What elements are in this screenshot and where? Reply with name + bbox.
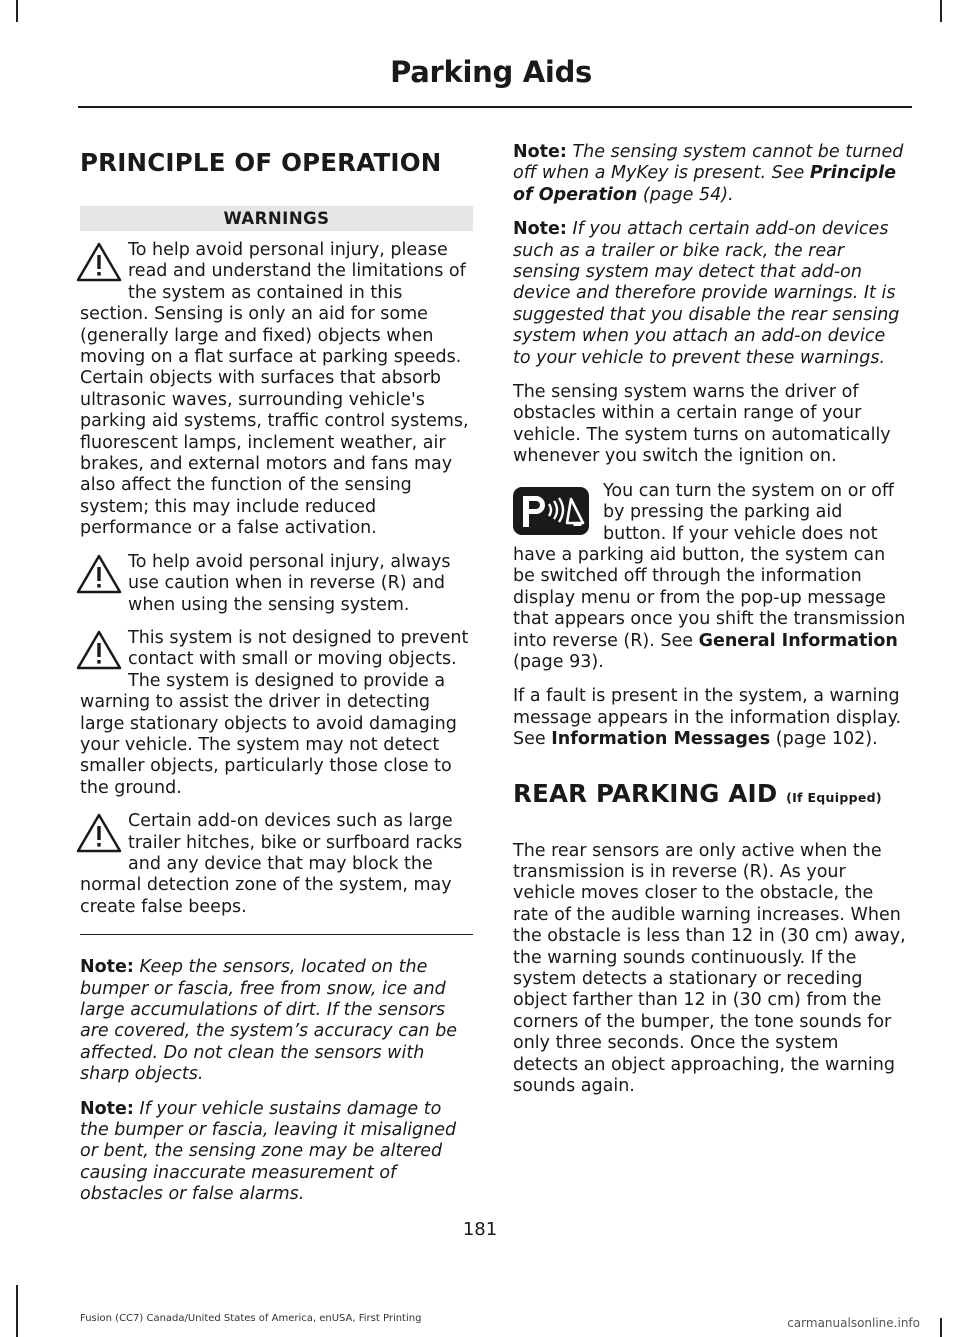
- page-header-title: Parking Aids: [390, 55, 592, 89]
- paragraph-parking-button: [513, 481, 906, 674]
- note-add-on-devices: [513, 219, 906, 369]
- note-label: Note:: [80, 1098, 134, 1119]
- warning-triangle-icon: [72, 552, 126, 596]
- note-damage: [80, 1099, 473, 1206]
- note-text: If your vehicle sustains damage to the bumper or fascia, leaving it misaligned or bent, the sensing zone may be altered causing inaccurate measurement of obstacles or false alarms.: [80, 1098, 457, 1205]
- parking-aid-button-icon: [513, 487, 589, 535]
- crop-mark: [16, 0, 18, 22]
- left-column: [80, 142, 473, 1219]
- crop-mark: [16, 1285, 18, 1337]
- cross-reference-link[interactable]: Principle of Operation: [513, 163, 896, 205]
- section-heading-rear-parking-aid: [513, 779, 906, 813]
- heading-qualifier: (If Equipped): [786, 789, 882, 805]
- page-reference: (page 93).: [513, 651, 604, 672]
- paragraph-rear-sensors: The rear sensors are only active when the transmission is in reverse (R). As your vehicle moves closer to the obstacle, the rate of the audible warning increases. When the obstacle is less than 12 in (30 cm) away, the warning sounds continuously. If the system detects a stationary or receding object farther than 12 in (30 cm) from the corners of the bumper, the tone sounds for only three seconds. Once the system detects an object approaching, the warning sounds again.: [513, 840, 906, 1097]
- paragraph-text: You can turn the system on or off by pressing the parking aid button. If your vehicle does not have a parking aid button, the system can be switched off through the information display menu or from the pop-up message that appears once you shift the transmission into reverse (R). See: [513, 480, 906, 651]
- note-mykey: [513, 142, 906, 206]
- footer-edition: Fusion (CC7) Canada/United States of America, enUSA, First Printing: [80, 1313, 422, 1324]
- cross-reference-link[interactable]: Information Messages: [551, 729, 771, 750]
- warnings-heading: WARNINGS: [80, 206, 473, 231]
- warning-text: Certain add-on devices such as large trailer hitches, bike or surfboard racks and any device that may block the normal detection zone of the system, may create false beeps.: [80, 811, 463, 917]
- warning-text: To help avoid personal injury, please read and understand the limitations of the system as contained in this section. Sensing is only an aid for some (generally large and fixed) objects when moving on a flat surface at parking speeds. Certain objects with surfaces that absorb ultrasonic waves, surrounding vehicle's parking aid systems, traffic control systems, fluorescent lamps, inclement weather, air brakes, and external motors and fans may also affect the function of the sensing system; this may include reduced performance or a false activation.: [80, 240, 469, 539]
- crop-mark: [940, 0, 942, 22]
- right-column: [513, 142, 906, 1110]
- note-text: The sensing system cannot be turned off when a MyKey is present. See: [513, 142, 904, 184]
- warning-item: [80, 811, 473, 918]
- note-text: If you attach certain add-on devices such as a trailer or bike rack, the rear sensing system may detect that add-on device and therefore provide warnings. It is suggested that you disable the rear sensing system when you attach an add-on device to your vehicle to prevent these warnings.: [513, 219, 900, 368]
- crop-mark: [940, 1318, 942, 1337]
- page-reference: (page 102).: [775, 729, 878, 750]
- warning-triangle-icon: [72, 240, 126, 284]
- warning-text: To help avoid personal injury, always use caution when in reverse (R) and when using the sensing system.: [128, 551, 451, 615]
- warning-triangle-icon: [72, 811, 126, 855]
- warning-triangle-icon: [72, 628, 126, 672]
- warning-item: [80, 240, 473, 540]
- note-label: Note:: [80, 957, 134, 978]
- warning-text: This system is not designed to prevent contact with small or moving objects. The system is designed to provide a warning to assist the driver in detecting large stationary objects to avoid damaging your vehicle. The system may not detect smaller objects, particularly those close to the ground.: [80, 627, 469, 798]
- page-reference: (page 54).: [642, 184, 734, 205]
- note-label: Note:: [513, 219, 567, 240]
- paragraph-sensing-warns: The sensing system warns the driver of obstacles within a certain range of your vehicle. The system turns on automatically whenever you switch the ignition on.: [513, 382, 891, 467]
- note-text: Keep the sensors, located on the bumper or fascia, free from snow, ice and large accumulations of dirt. If the sensors are covered, the system’s accuracy can be affected. Do not clean the sensors with sharp objects.: [80, 957, 458, 1085]
- warning-item: [80, 552, 473, 616]
- cross-reference-link[interactable]: General Information: [698, 630, 898, 651]
- note-label: Note:: [513, 142, 567, 162]
- heading-text: REAR PARKING AID: [513, 778, 778, 808]
- paragraph-fault: [513, 686, 906, 750]
- paragraph-text: If a fault is present in the system, a warning message appears in the information display. See: [513, 686, 902, 750]
- header-rule: [78, 106, 912, 108]
- warning-item: [80, 628, 473, 799]
- watermark: carmanualsonline.info: [787, 1316, 920, 1330]
- page-number: 181: [462, 1219, 498, 1240]
- warnings-end-rule: [80, 934, 473, 935]
- section-heading-principle: PRINCIPLE OF OPERATION: [80, 148, 442, 177]
- note-keep-sensors-clean: [80, 957, 473, 1085]
